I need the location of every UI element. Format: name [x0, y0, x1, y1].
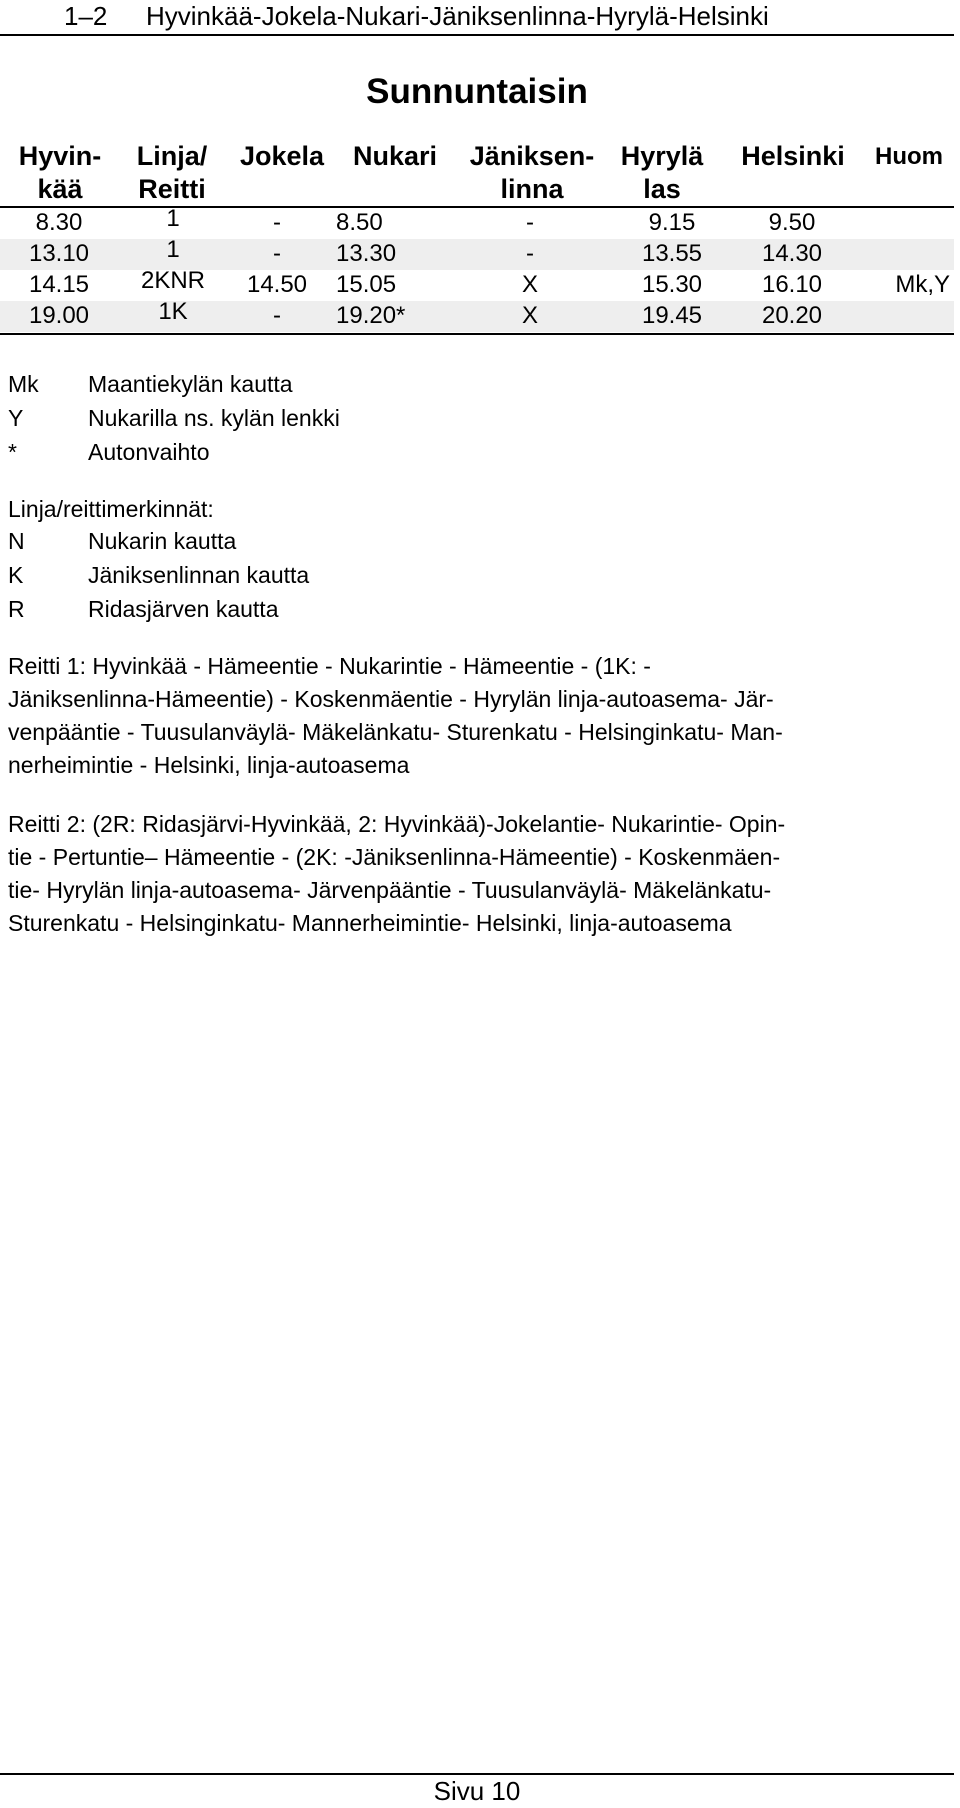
- cell-hyvinkaa: 13.10: [28, 240, 90, 267]
- column-header-janiksenlinna: [458, 140, 606, 206]
- cell-hyrylalas: 9.15: [648, 209, 696, 236]
- paragraph-line: venpääntie - Tuusulanväylä- Mäkelänkatu- Sturenkatu - Helsinginkatu- Man-: [8, 719, 783, 745]
- route-name: Hyvinkää-Jokela-Nukari-Jäniksenlinna-Hyrylä-Helsinki: [146, 1, 769, 31]
- table-row: [0, 267, 954, 301]
- column-header-line1: Helsinki: [741, 141, 845, 171]
- cell-hyrylalas: 15.30: [641, 271, 703, 298]
- column-header-line2: linna: [500, 174, 564, 204]
- legend-item: [8, 524, 908, 558]
- column-header-linja: [124, 140, 220, 206]
- legend-symbol: *: [8, 439, 17, 465]
- cell-hyvinkaa: 8.30: [35, 209, 83, 236]
- cell-hyvinkaa: 19.00: [28, 302, 90, 329]
- route-1-description: [8, 650, 948, 782]
- legend-item: [8, 435, 908, 469]
- legend-item: [8, 592, 908, 626]
- column-header-line1: Jäniksen-: [469, 141, 595, 171]
- cell-janiksenlinna: X: [521, 271, 538, 298]
- cell-helsinki: 16.10: [761, 271, 823, 298]
- legend-symbol: K: [8, 562, 24, 588]
- legend-text: Jäniksenlinnan kautta: [88, 562, 310, 588]
- column-header-jokela: [232, 140, 332, 173]
- column-header-huom: [866, 140, 952, 173]
- column-header-helsinki: [728, 140, 858, 173]
- route-2-description: [8, 808, 948, 940]
- column-header-line1: Jokela: [239, 141, 325, 171]
- cell-jokela: -: [273, 302, 281, 329]
- cell-helsinki: 9.50: [768, 209, 816, 236]
- table-row: [0, 236, 954, 270]
- table-row: [0, 298, 954, 332]
- paragraph-line: tie- Hyrylän linja-autoasema- Järvenpääntie - Tuusulanväylä- Mäkelänkatu-: [8, 877, 772, 903]
- paragraph-line: Reitti 1: Hyvinkää - Hämeentie - Nukarintie - Hämeentie - (1K: -: [8, 653, 651, 679]
- legend-item: [8, 367, 908, 401]
- legend-text: Autonvaihto: [88, 439, 210, 465]
- markings-legend: [8, 524, 908, 626]
- legend-symbol: Y: [8, 405, 24, 431]
- cell-linja: 1K: [158, 298, 188, 325]
- cell-linja: 2KNR: [140, 267, 206, 294]
- column-header-line1: Nukari: [352, 141, 438, 171]
- paragraph-line: Sturenkatu - Helsinginkatu- Mannerheimintie- Helsinki, linja-autoasema: [8, 910, 732, 936]
- paragraph-line: tie - Pertuntie– Hämeentie - (2K: -Jäniksenlinna-Hämeentie) - Koskenmäen-: [8, 844, 781, 870]
- page-number: Sivu 10: [433, 1776, 521, 1806]
- legend-text: Ridasjärven kautta: [88, 596, 279, 622]
- page-header: [0, 0, 954, 36]
- markings-heading: Linja/reittimerkinnät:: [8, 496, 214, 522]
- notes-legend: [8, 367, 908, 469]
- cell-jokela: -: [273, 240, 281, 267]
- column-header-line1: Hyvin-: [18, 141, 102, 171]
- cell-linja: 1: [166, 205, 180, 232]
- cell-nukari: 15.05: [336, 271, 397, 298]
- table-bottom-rule: [0, 333, 954, 335]
- column-header-hyrylalas: [616, 140, 708, 206]
- cell-nukari: 19.20*: [336, 302, 406, 329]
- paragraph-line: nerheimintie - Helsinki, linja-autoasema: [8, 752, 410, 778]
- legend-symbol: N: [8, 528, 25, 554]
- column-header-line2: Reitti: [138, 174, 206, 204]
- cell-jokela: 14.50: [246, 271, 308, 298]
- table-row: [0, 205, 954, 239]
- cell-nukari: 8.50: [336, 209, 383, 236]
- cell-hyvinkaa: 14.15: [28, 271, 90, 298]
- column-header-line2: kää: [37, 174, 83, 204]
- column-header-line2: las: [643, 174, 681, 204]
- legend-item: [8, 558, 908, 592]
- cell-janiksenlinna: -: [526, 240, 534, 267]
- paragraph-line: Reitti 2: (2R: Ridasjärvi-Hyvinkää, 2: Hyvinkää)-Jokelantie- Nukarintie- Opin-: [8, 811, 786, 837]
- legend-item: [8, 401, 908, 435]
- cell-huom: Mk,Y: [895, 271, 950, 298]
- day-title: Sunnuntaisin: [366, 72, 588, 111]
- cell-hyrylalas: 19.45: [641, 302, 703, 329]
- cell-hyrylalas: 13.55: [641, 240, 703, 267]
- column-header-line1: Linja/: [136, 141, 208, 171]
- column-header-line1: Hyrylä: [620, 141, 704, 171]
- cell-janiksenlinna: -: [526, 209, 534, 236]
- legend-symbol: Mk: [8, 371, 39, 397]
- column-header-hyvinkaa: [14, 140, 106, 206]
- cell-linja: 1: [166, 236, 180, 263]
- column-header-nukari: [342, 140, 448, 173]
- cell-nukari: 13.30: [336, 240, 397, 267]
- paragraph-line: Jäniksenlinna-Hämeentie) - Koskenmäentie - Hyrylän linja-autoasema- Jär-: [8, 686, 774, 712]
- cell-helsinki: 14.30: [761, 240, 823, 267]
- legend-text: Maantiekylän kautta: [88, 371, 293, 397]
- cell-jokela: -: [273, 209, 281, 236]
- legend-text: Nukarin kautta: [88, 528, 237, 554]
- column-header-line1: Huom: [875, 143, 943, 170]
- footer-rule: [0, 1773, 954, 1775]
- legend-text: Nukarilla ns. kylän lenkki: [88, 405, 340, 431]
- legend-symbol: R: [8, 596, 25, 622]
- cell-janiksenlinna: X: [521, 302, 538, 329]
- route-number: 1–2: [64, 1, 108, 31]
- cell-helsinki: 20.20: [761, 302, 823, 329]
